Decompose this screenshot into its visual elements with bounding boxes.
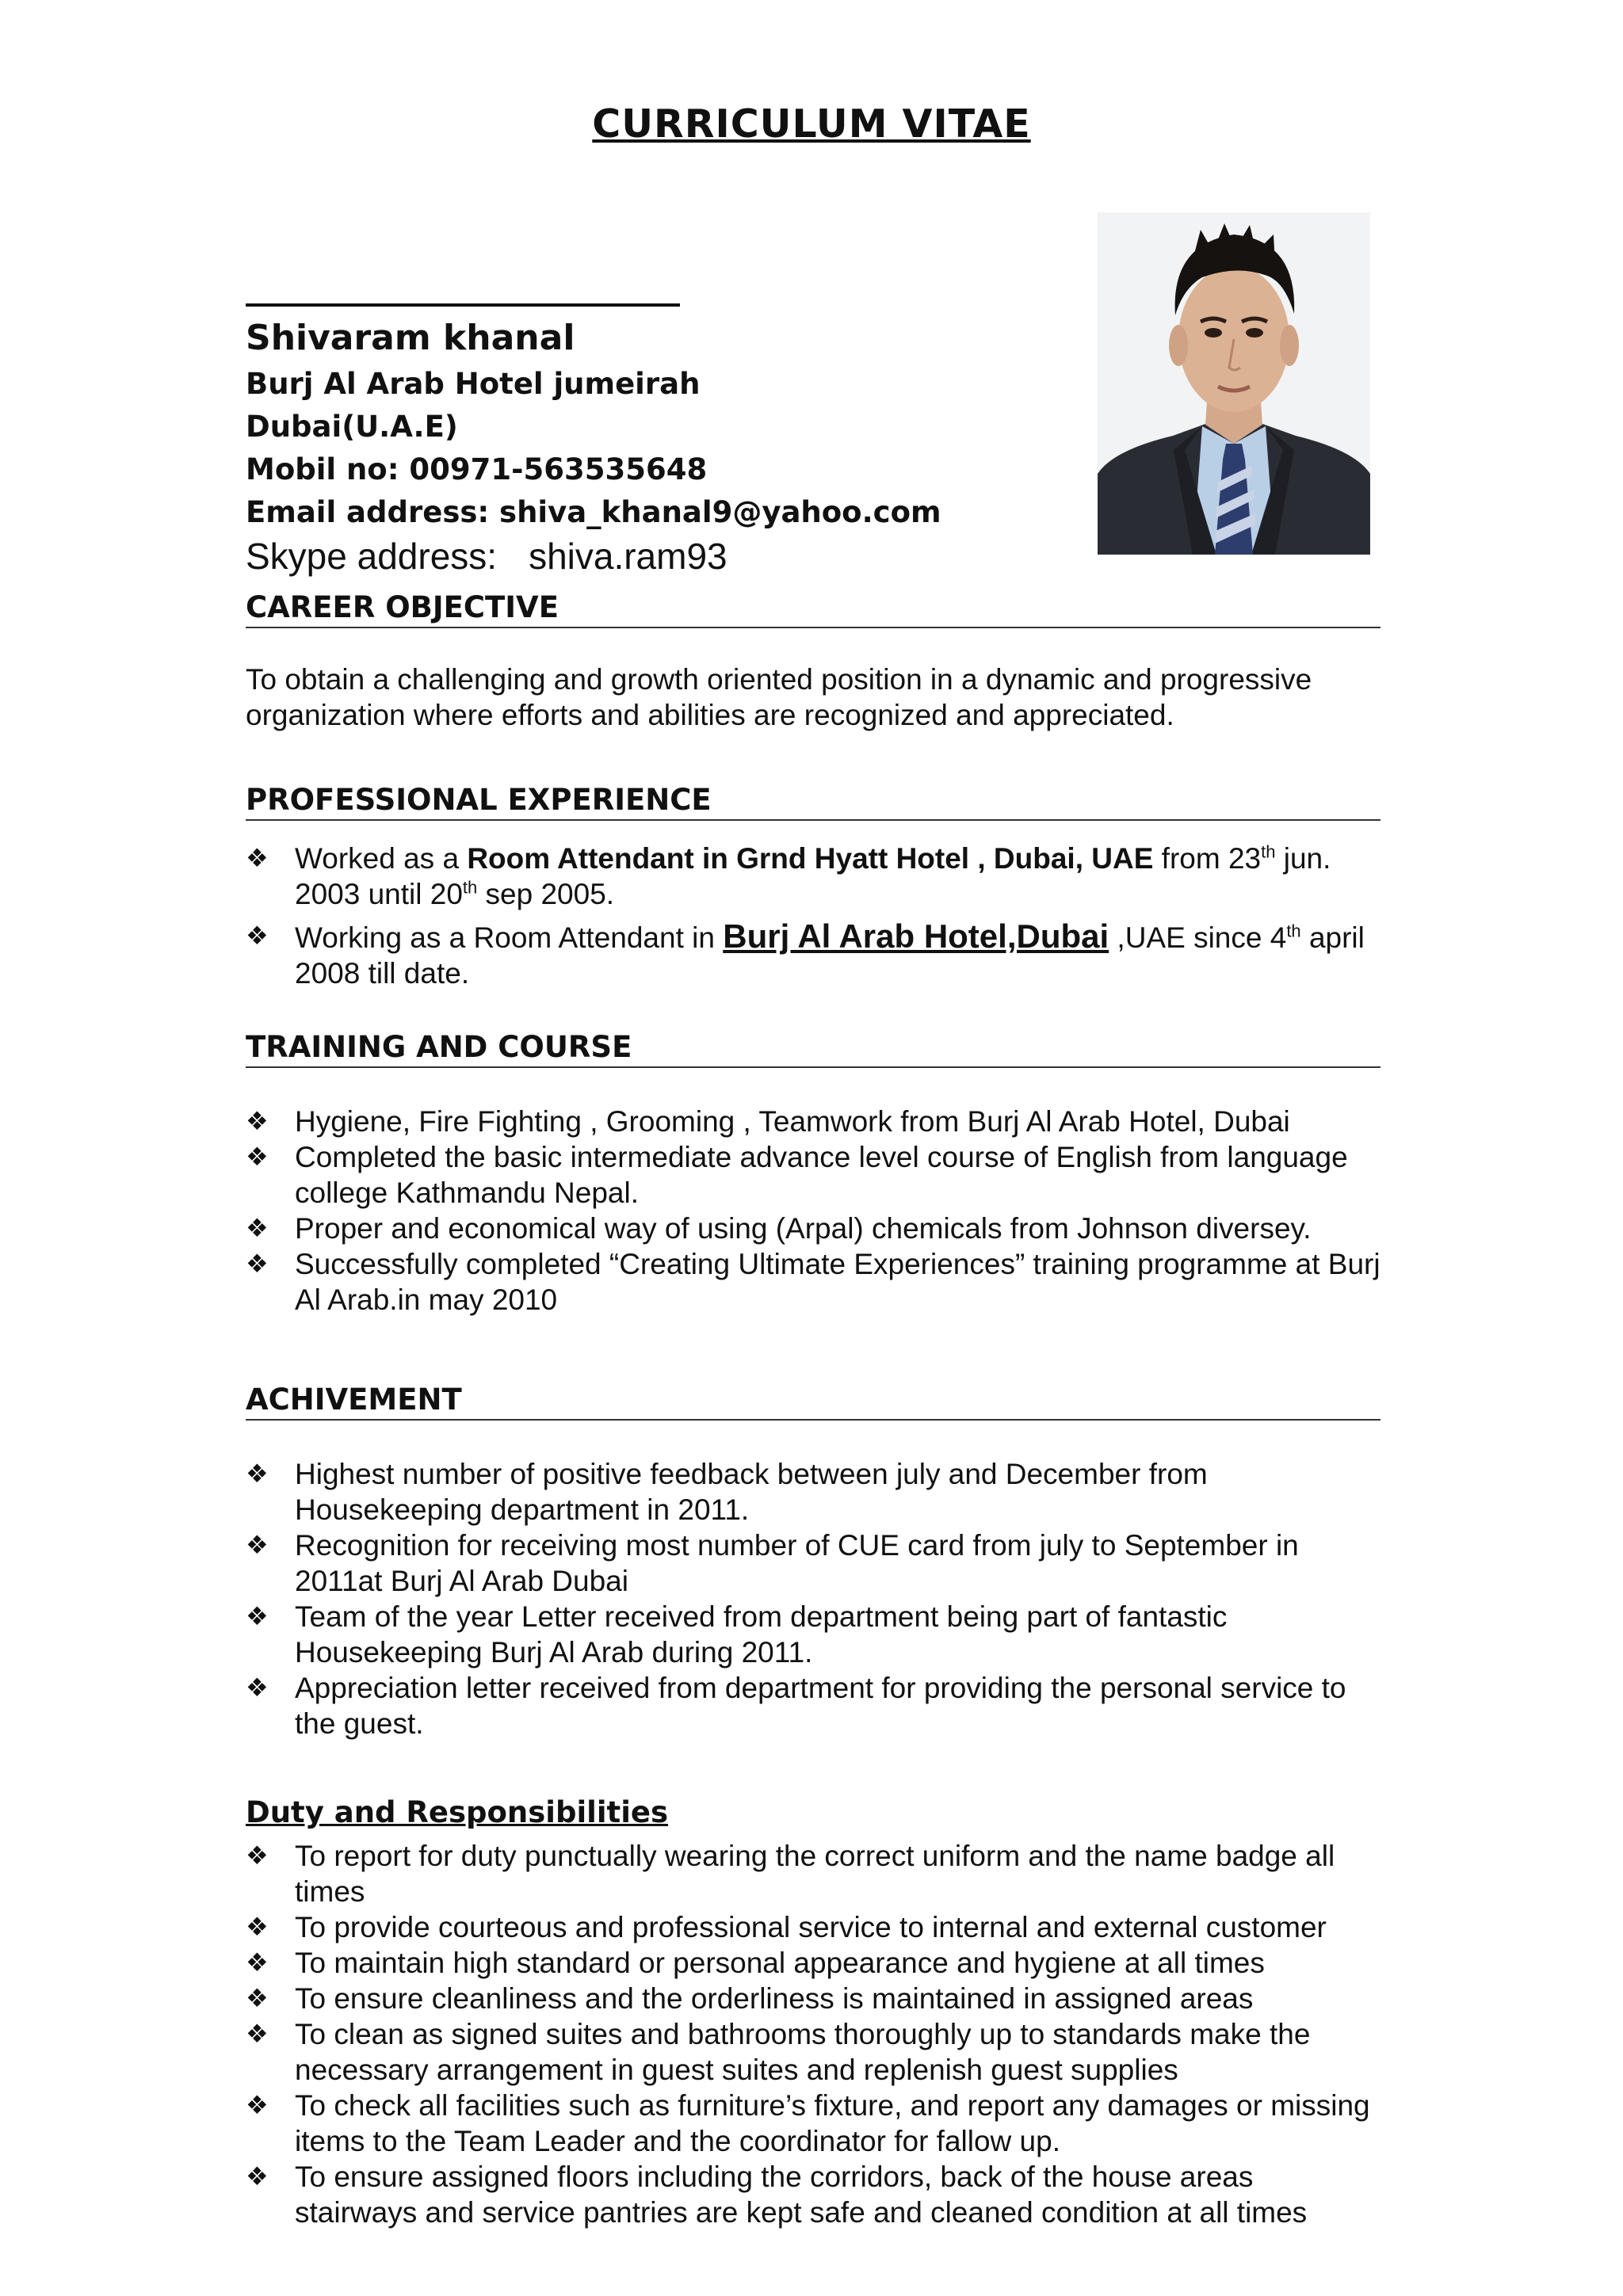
duties-list: [246, 1838, 1381, 2230]
hotel-link[interactable]: Burj Al Arab Hotel,Dubai: [723, 917, 1109, 955]
bullet-icon: ❖: [246, 1948, 269, 1977]
bullet-icon: ❖: [246, 1107, 269, 1135]
list-item-text: Highest number of positive feedback between july and December from Housekeeping department in 2011.: [295, 1458, 1208, 1526]
skype-address: [246, 534, 1078, 578]
experience-text: Working as a Room Attendant in: [295, 921, 724, 954]
list-item: [246, 1838, 1381, 1909]
list-item-text: Successfully completed “Creating Ultimate Experiences” training programme at Burj Al Arab.in may 2010: [295, 1248, 1381, 1316]
profile-photo-illustration: [1098, 212, 1370, 555]
candidate-name: Shivaram khanal: [246, 318, 575, 358]
page-title: CURRICULUM VITAE: [592, 101, 1031, 147]
bullet-icon: ❖: [246, 2162, 269, 2191]
list-item: [246, 1909, 1381, 1945]
bullet-icon: ❖: [246, 1841, 269, 1870]
bullet-icon: ❖: [246, 1249, 269, 1278]
achievement-section: [246, 1381, 1381, 1741]
career-objective-heading: CAREER OBJECTIVE: [246, 589, 1381, 628]
career-objective-text: To obtain a challenging and growth oriented position in a dynamic and progressive organization where efforts and abilities are recognized and appreciated.: [246, 663, 1312, 731]
bullet-icon: ❖: [246, 2019, 269, 2048]
workplace: Burj Al Arab Hotel jumeirah: [246, 367, 701, 401]
experience-text: april 2008 till date.: [295, 921, 1365, 990]
experience-list: [246, 841, 1381, 991]
email-address: Email address: shiva_khanal9@yahoo.com: [246, 495, 941, 529]
training-list: [246, 1104, 1381, 1318]
list-item-text: Completed the basic intermediate advance level course of English from language college Kathmandu Nepal.: [295, 1141, 1348, 1209]
experience-item: [246, 918, 1381, 991]
list-item: [246, 2159, 1381, 2230]
bullet-icon: ❖: [246, 921, 269, 950]
bullet-icon: ❖: [246, 844, 269, 872]
list-item-text: To ensure assigned floors including the corridors, back of the house areas stairways and service pantries are kept safe and cleaned condition at all times: [295, 2161, 1308, 2229]
list-item-text: Hygiene, Fire Fighting , Grooming , Teamwork from Burj Al Arab Hotel, Dubai: [295, 1105, 1290, 1138]
training-heading: TRAINING AND COURSE: [246, 1028, 1381, 1068]
achievement-list: [246, 1456, 1381, 1741]
bullet-icon: ❖: [246, 1214, 269, 1242]
bullet-icon: ❖: [246, 1142, 269, 1171]
city: Dubai(U.A.E): [246, 410, 458, 444]
experience-text: sep 2005.: [477, 878, 615, 910]
list-item: [246, 1670, 1381, 1741]
list-item-text: To ensure cleanliness and the orderliness is maintained in assigned areas: [295, 1982, 1254, 2015]
list-item: [246, 1945, 1381, 1981]
list-item-text: To report for duty punctually wearing the correct uniform and the name badge all times: [295, 1840, 1335, 1908]
experience-text: from 23: [1153, 842, 1262, 875]
ordinal-suffix: th: [1286, 921, 1301, 941]
experience-section: [246, 781, 1381, 991]
career-objective-section: [246, 589, 1381, 733]
experience-text: jun. 2003 until 20: [295, 842, 1331, 910]
name-rule-divider: [246, 303, 680, 307]
list-item-text: To check all facilities such as furniture’s fixture, and report any damages or missing items to the Team Leader and the coordinator for fallow up.: [295, 2089, 1370, 2157]
list-item: [246, 1246, 1381, 1318]
bullet-icon: ❖: [246, 1602, 269, 1630]
list-item: [246, 1139, 1381, 1211]
experience-text: ,UAE since 4: [1109, 921, 1287, 954]
bullet-icon: ❖: [246, 1984, 269, 2012]
list-item-text: To clean as signed suites and bathrooms thoroughly up to standards make the necessary arrangement in guest suites and replenish guest supplies: [295, 2018, 1311, 2086]
experience-heading: PROFESSIONAL EXPERIENCE: [246, 781, 1381, 821]
list-item-text: To provide courteous and professional service to internal and external customer: [295, 1911, 1327, 1943]
skype-value: shiva.ram93: [529, 536, 727, 577]
mobile-number: Mobil no: 00971-563535648: [246, 452, 708, 486]
list-item: [246, 2088, 1381, 2159]
duties-heading-text: Duty and Responsibilities: [246, 1795, 668, 1829]
training-section: [246, 1028, 1381, 1318]
list-item: [246, 2016, 1381, 2088]
duties-heading: [246, 1794, 1381, 1832]
experience-item: [246, 841, 1381, 912]
bullet-icon: ❖: [246, 1531, 269, 1559]
bullet-icon: ❖: [246, 2091, 269, 2119]
ordinal-suffix: th: [1261, 841, 1276, 862]
bullet-icon: ❖: [246, 1913, 269, 1941]
bullet-icon: ❖: [246, 1459, 269, 1488]
list-item: [246, 1211, 1381, 1246]
list-item: [246, 1599, 1381, 1670]
experience-text: Worked as a: [295, 842, 468, 875]
skype-label: Skype address:: [246, 536, 498, 577]
ordinal-suffix: th: [462, 877, 478, 898]
bullet-icon: ❖: [246, 1673, 269, 1702]
list-item: [246, 1527, 1381, 1599]
list-item-text: Proper and economical way of using (Arpal) chemicals from Johnson diversey.: [295, 1212, 1312, 1245]
duties-section: [246, 1794, 1381, 2230]
list-item: [246, 1104, 1381, 1139]
list-item-text: To maintain high standard or personal appearance and hygiene at all times: [295, 1947, 1265, 1979]
list-item-text: Team of the year Letter received from department being part of fantastic Housekeeping Burj Al Arab during 2011.: [295, 1600, 1228, 1669]
contact-block: [246, 314, 1078, 578]
achievement-heading: ACHIVEMENT: [246, 1381, 1381, 1421]
list-item: [246, 1456, 1381, 1527]
list-item-text: Recognition for receiving most number of CUE card from july to September in 2011at Burj Al Arab Dubai: [295, 1529, 1299, 1597]
list-item-text: Appreciation letter received from department for providing the personal service to the guest.: [295, 1672, 1346, 1740]
profile-photo: [1098, 212, 1370, 555]
experience-role: Room Attendant in Grnd Hyatt Hotel , Dubai, UAE: [467, 842, 1154, 875]
list-item: [246, 1981, 1381, 2016]
